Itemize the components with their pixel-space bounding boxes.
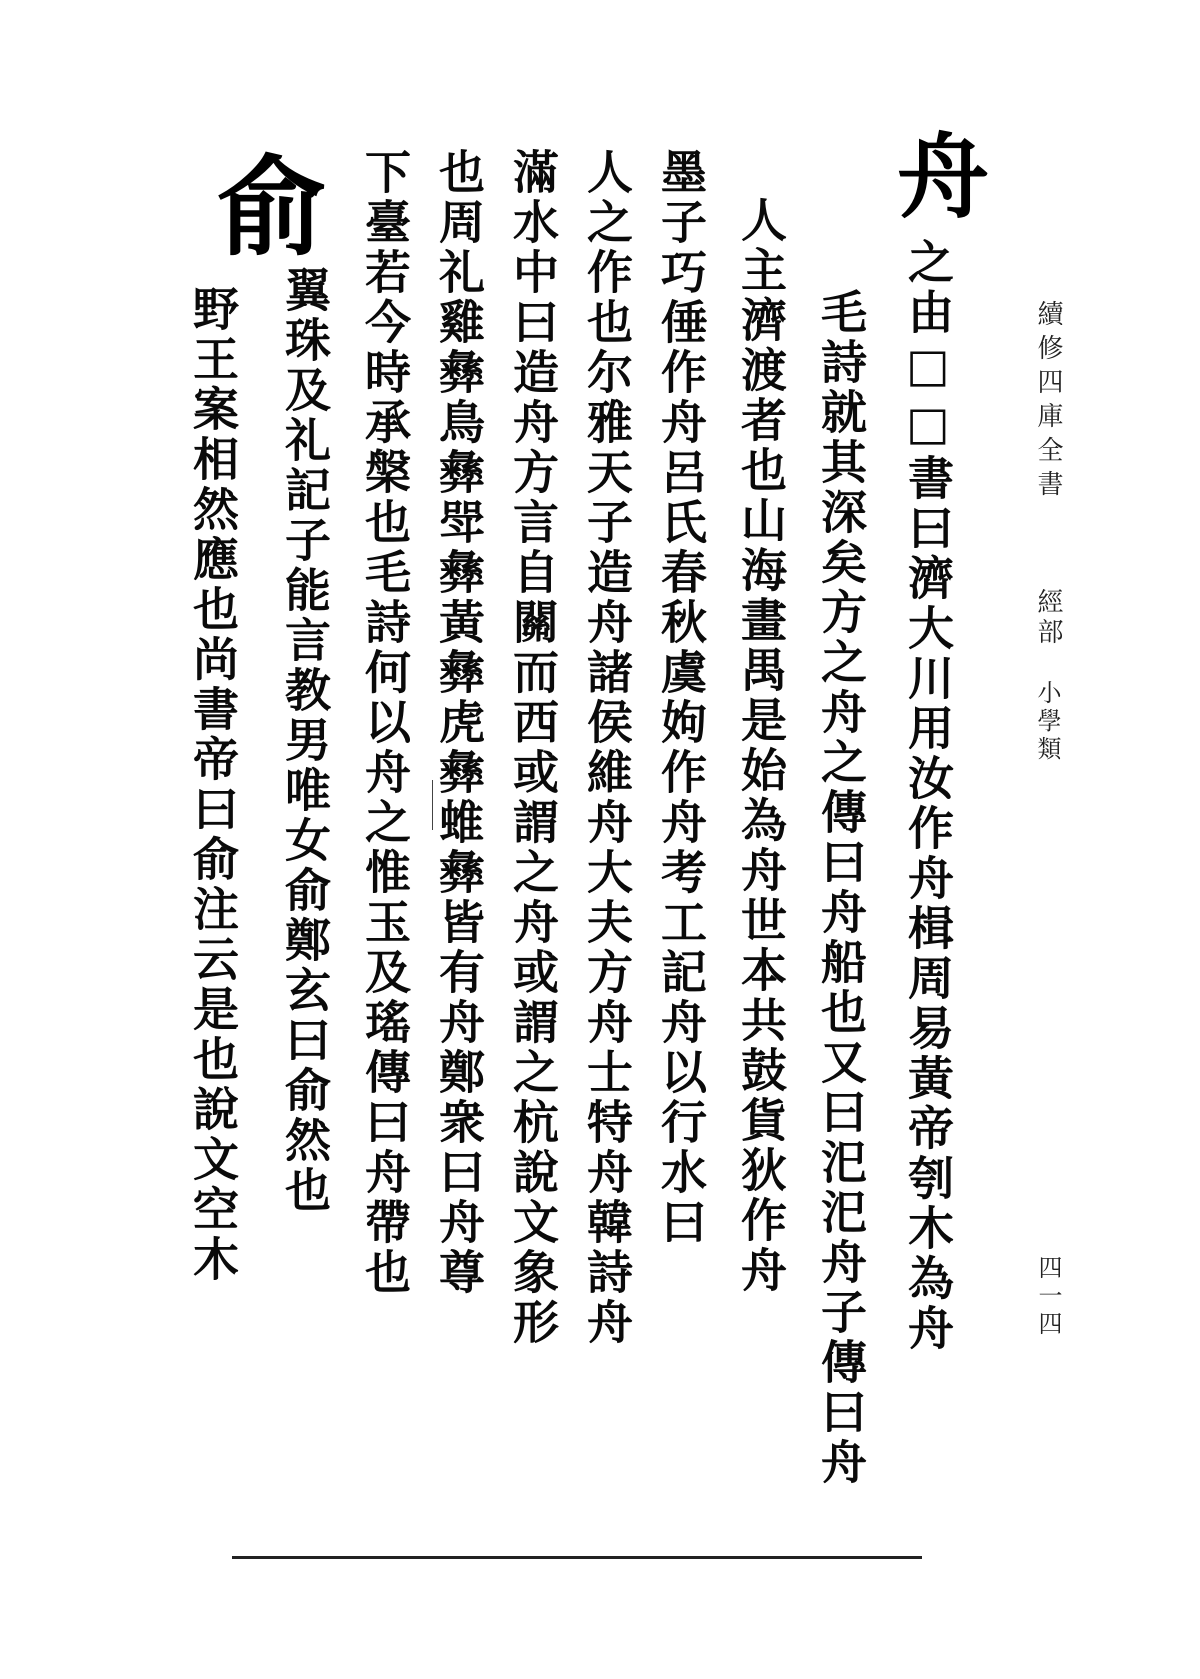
text-column: 人主濟渡者也山海畫禺是始為舟世本共鼓貨狄作舟 (734, 196, 788, 1296)
series-title: 續修四庫全書 (1033, 300, 1063, 504)
text-column: 滿水中曰造舟方言自關而西或謂之舟或謂之杭說文象形 (506, 148, 560, 1348)
section-label: 經部 (1033, 588, 1063, 648)
text-column: 墨子巧倕作舟呂氏春秋虞姁作舟考工記舟以行水曰 (654, 148, 708, 1248)
bottom-rule (232, 1556, 922, 1559)
text-column: 野王案相然應也尚書帝曰俞注云是也說文空木 (186, 285, 240, 1285)
text-column: 之由□□書曰濟大川用汝作舟楫周易黃帝刳木為舟 (901, 238, 955, 1354)
text-column: 翼珠及礼記子能言教男唯女俞鄭玄曰俞然也 (278, 266, 332, 1216)
margin-mark (432, 780, 433, 830)
category-label: 小學類 (1033, 680, 1061, 764)
text-column: 下臺若今時承槃也毛詩何以舟之惟玉及瑤傳曰舟帶也 (358, 148, 412, 1298)
text-column: 毛詩就其深矣方之舟之傳曰舟船也又曰汜汜舟子傳曰舟 (814, 288, 868, 1488)
entry-head-character: 俞 (199, 150, 325, 258)
entry-head-character: 舟 (882, 128, 990, 220)
text-column: 人之作也尔雅天子造舟諸侯維舟大夫方舟士特舟韓詩舟 (580, 148, 634, 1348)
text-column: 也周礼雞彝鳥彝斝彝黃彝虎彝蜼彝皆有舟鄭衆曰舟尊 (432, 148, 486, 1298)
page-number: 四一四 (1034, 1255, 1062, 1339)
